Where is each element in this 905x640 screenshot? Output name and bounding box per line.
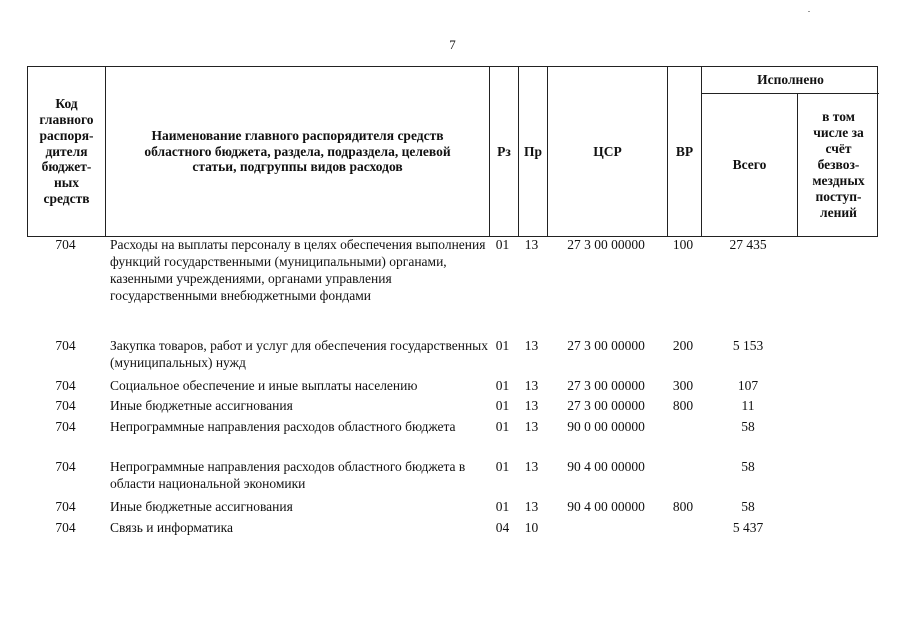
row-csr: 90 0 00 00000 [567, 419, 645, 434]
header-executed: Исполнено [757, 72, 824, 88]
row-pr: 13 [524, 237, 539, 252]
row-csr: 27 3 00 00000 [567, 378, 645, 393]
row-rz: 01 [495, 419, 510, 434]
row-rz: 01 [495, 378, 510, 393]
page-number: 7 [449, 37, 456, 52]
header-pr: Пр [523, 143, 542, 159]
row-code: 704 [55, 237, 76, 252]
header-grants: в том числе за счёт безвоз- мездных поступ- лений [812, 109, 865, 220]
row-name: Расходы на выплаты персоналу в целях обеспечения выполнения функций государственными (муниципальными) органами, казенными учреждениями, органами управления государственными внебюджетными фондами [110, 237, 486, 303]
row-total: 58 [741, 459, 755, 474]
row-name: Непрограммные направления расходов областного бюджета в области национальной экономики [110, 459, 466, 491]
row-csr: 90 4 00 00000 [567, 499, 645, 514]
header-vr: ВР [675, 143, 694, 159]
row-total: 107 [737, 378, 759, 393]
row-code: 704 [55, 459, 76, 474]
row-rz: 01 [495, 459, 510, 474]
row-total: 5 153 [732, 338, 764, 353]
row-name: Закупка товаров, работ и услуг для обеспечения государственных (муниципальных) нужд [110, 338, 489, 370]
row-pr: 10 [524, 520, 539, 535]
row-total: 58 [741, 419, 755, 434]
header-rz: Рз [497, 143, 511, 159]
row-csr: 27 3 00 00000 [567, 398, 645, 413]
row-code: 704 [55, 520, 76, 535]
header-name: Наименование главного распорядителя средств областного бюджета, раздела, подраздела, целевой статьи, подгруппы видов расходов [144, 127, 451, 175]
row-pr: 13 [524, 499, 539, 514]
row-csr: 27 3 00 00000 [567, 338, 645, 353]
row-vr: 200 [672, 338, 694, 353]
row-pr: 13 [524, 338, 539, 353]
row-code: 704 [55, 378, 76, 393]
row-csr: 90 4 00 00000 [567, 459, 645, 474]
row-pr: 13 [524, 459, 539, 474]
row-rz: 01 [495, 499, 510, 514]
row-pr: 13 [524, 378, 539, 393]
row-pr: 13 [524, 398, 539, 413]
row-total: 27 435 [729, 237, 767, 252]
row-name: Связь и информатика [110, 520, 233, 535]
row-rz: 01 [495, 338, 510, 353]
row-total: 5 437 [732, 520, 764, 535]
scan-speck [808, 11, 810, 12]
row-vr: 300 [672, 378, 694, 393]
row-code: 704 [55, 499, 76, 514]
header-code: Код главного распоря- дителя бюджет- ных средств [39, 95, 94, 207]
header-total: Всего [732, 157, 767, 173]
header-csr: ЦСР [593, 143, 622, 159]
row-vr: 800 [672, 499, 694, 514]
row-csr: 27 3 00 00000 [567, 237, 645, 252]
row-name: Иные бюджетные ассигнования [110, 499, 293, 514]
row-vr: 100 [672, 237, 694, 252]
row-name: Непрограммные направления расходов областного бюджета [110, 419, 456, 434]
row-pr: 13 [524, 419, 539, 434]
row-rz: 04 [495, 520, 510, 535]
row-total: 58 [741, 499, 755, 514]
row-rz: 01 [495, 237, 510, 252]
table-header [27, 66, 878, 237]
row-code: 704 [55, 398, 76, 413]
row-rz: 01 [495, 398, 510, 413]
row-name: Иные бюджетные ассигнования [110, 398, 293, 413]
row-name: Социальное обеспечение и иные выплаты населению [110, 378, 418, 393]
row-vr: 800 [672, 398, 694, 413]
row-code: 704 [55, 338, 76, 353]
row-total: 11 [741, 398, 755, 413]
row-code: 704 [55, 419, 76, 434]
